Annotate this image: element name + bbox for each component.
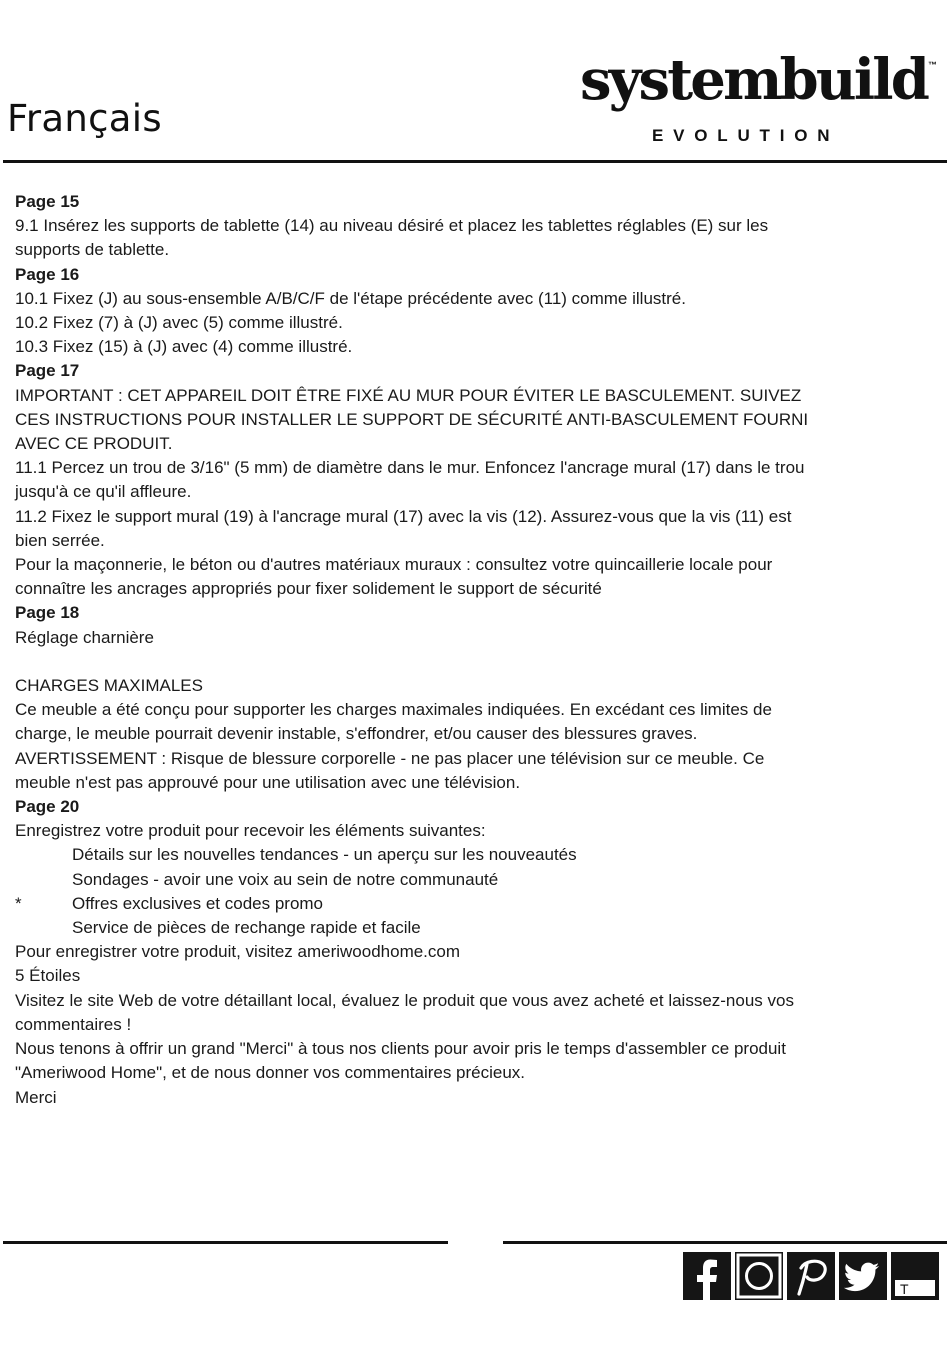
brand-trademark: ™ (928, 60, 937, 70)
page-heading: Page 16 (15, 264, 80, 284)
footer-divider-left (3, 1241, 448, 1244)
brand-subtitle: EVOLUTION (652, 126, 840, 145)
body-text-line: Nous tenons à offrir un grand "Merci" à tous nos clients pour avoir pris le temps d'assembler ce produit (15, 1039, 786, 1059)
facebook-icon[interactable] (683, 1252, 731, 1300)
body-text-line: commentaires ! (15, 1014, 132, 1034)
tumblr-letter: T (900, 1281, 909, 1297)
indented-list-item: Détails sur les nouvelles tendances - un aperçu sur les nouveautés (72, 845, 577, 865)
body-text-line: 10.1 Fixez (J) au sous-ensemble A/B/C/F de l'étape précédente avec (11) comme illustré. (15, 288, 686, 308)
instructions-body (15, 190, 943, 1110)
indented-list-item: Service de pièces de rechange rapide et facile (72, 918, 421, 938)
body-text-line: CES INSTRUCTIONS POUR INSTALLER LE SUPPORT DE SÉCURITÉ ANTI-BASCULEMENT FOURNI (15, 409, 809, 429)
body-text-line: AVEC CE PRODUIT. (15, 434, 173, 454)
body-text-line: 11.2 Fixez le support mural (19) à l'ancrage mural (17) avec la vis (12). Assurez-vous que la vis (11) est (15, 506, 792, 526)
bullet-text: Offres exclusives et codes promo (72, 893, 324, 913)
bullet-marker: * (15, 893, 22, 913)
bullet-item (15, 892, 943, 916)
body-text-line: CHARGES MAXIMALES (15, 676, 203, 696)
indented-list-item: Sondages - avoir une voix au sein de notre communauté (72, 869, 499, 889)
body-text-line: 9.1 Insérez les supports de tablette (14) au niveau désiré et placez les tablettes réglables (E) sur les (15, 216, 769, 236)
body-text-line: jusqu'à ce qu'il affleure. (15, 482, 192, 502)
body-text-line: AVERTISSEMENT : Risque de blessure corporelle - ne pas placer une télévision sur ce meuble. Ce (15, 748, 765, 768)
page-heading: Page 20 (15, 797, 80, 817)
twitter-icon[interactable] (839, 1252, 887, 1300)
body-text-line: meuble n'est pas approuvé pour une utilisation avec une télévision. (15, 772, 521, 792)
body-text-line: Pour enregistrer votre produit, visitez ameriwoodhome.com (15, 942, 461, 962)
page-heading: Page 15 (15, 192, 80, 211)
body-text-line: Ce meuble a été conçu pour supporter les charges maximales indiquées. En excédant ces limites de (15, 700, 772, 720)
language-title: Français (7, 97, 162, 140)
header-divider (3, 160, 947, 163)
pinterest-icon[interactable] (787, 1252, 835, 1300)
page-heading: Page 17 (15, 361, 80, 381)
body-text-line: 10.2 Fixez (7) à (J) avec (5) comme illustré. (15, 313, 343, 333)
body-text-line: bien serrée. (15, 530, 105, 550)
body-text-line: "Ameriwood Home", et de nous donner vos commentaires précieux. (15, 1063, 526, 1083)
body-text-line: 11.1 Percez un trou de 3/16" (5 mm) de diamètre dans le mur. Enfoncez l'ancrage mural (17) dans le trou (15, 458, 805, 478)
body-text-line: Pour la maçonnerie, le béton ou d'autres matériaux muraux : consultez votre quincaillerie locale pour (15, 555, 773, 575)
body-text-line: supports de tablette. (15, 240, 170, 260)
blank-line (15, 650, 943, 674)
body-text-line: charge, le meuble pourrait devenir instable, s'effondrer, et/ou causer des blessures graves. (15, 724, 698, 744)
body-text-line: Enregistrez votre produit pour recevoir les éléments suivantes: (15, 821, 486, 841)
instagram-icon[interactable] (735, 1252, 783, 1300)
social-icons (683, 1252, 939, 1300)
body-text-line: IMPORTANT : CET APPAREIL DOIT ÊTRE FIXÉ AU MUR POUR ÉVITER LE BASCULEMENT. SUIVEZ (15, 385, 802, 405)
tumblr-icon[interactable] (891, 1252, 939, 1300)
body-text-line: 5 Étoiles (15, 966, 81, 986)
footer-divider-right (503, 1241, 947, 1244)
body-text-line: Visitez le site Web de votre détaillant local, évaluez le produit que vous avez acheté et laissez-nous vos (15, 990, 794, 1010)
body-text-line: Merci (15, 1087, 57, 1107)
body-text-line: connaître les ancrages appropriés pour fixer solidement le support de sécurité (15, 579, 602, 599)
body-text-line: 10.3 Fixez (15) à (J) avec (4) comme illustré. (15, 337, 353, 357)
page-heading: Page 18 (15, 603, 80, 623)
brand-name: systembuild (580, 47, 928, 113)
body-text-line: Réglage charnière (15, 627, 154, 647)
